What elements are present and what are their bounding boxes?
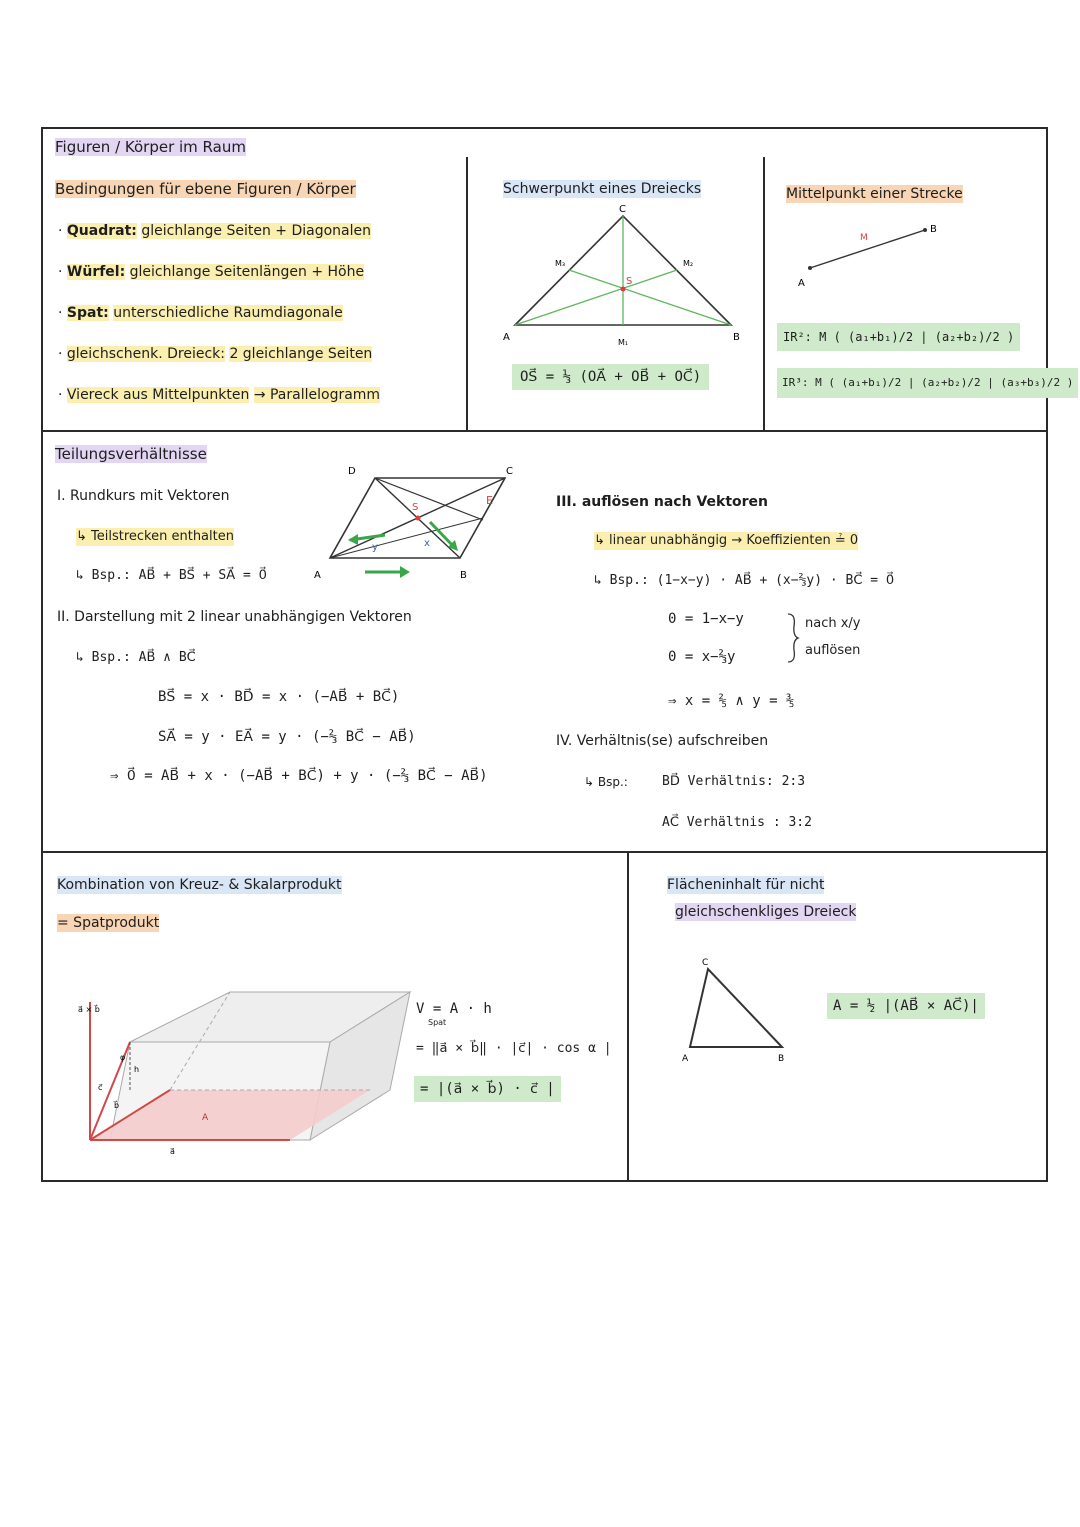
step-3-note-2: auflösen: [805, 643, 861, 658]
label-A: A: [798, 278, 805, 289]
step-4-ex-label: ↳ Bsp.:: [584, 775, 628, 789]
step-1-title: I. Rundkurs mit Vektoren: [57, 488, 230, 504]
triangle-diagram: [670, 955, 800, 1065]
section-subtitle-spat: = Spatprodukt: [57, 915, 160, 931]
step-3-sub: ↳ linear unabhängig → Koeffizienten ≟ 0: [594, 533, 859, 548]
section-title-centroid: Schwerpunkt eines Dreiecks: [503, 181, 702, 197]
section-title-ratios: Teilungsverhältnisse: [55, 445, 207, 463]
step-2-example: ↳ Bsp.: AB⃗ ∧ BC⃗: [76, 650, 196, 665]
label-axb: a⃗ × b⃗: [78, 1005, 100, 1014]
label-B: B: [733, 332, 740, 343]
section-title-midpoint: Mittelpunkt einer Strecke: [786, 186, 963, 202]
label-c: c⃗: [98, 1083, 103, 1092]
section-title-area-1: Flächeninhalt für nicht: [667, 877, 825, 893]
step-3-eq-1: 0 = 1−x−y: [668, 611, 744, 627]
step-1-example: ↳ Bsp.: AB⃗ + BS⃗ + SA⃗ = 0⃗: [76, 568, 267, 583]
list-item: · Spat: unterschiedliche Raumdiagonale: [58, 305, 343, 321]
parallelogram-diagram: [310, 460, 513, 585]
spat-volume-2: = ‖a⃗ × b⃗‖ · |c⃗| · cos α |: [416, 1041, 612, 1056]
step-3-eq-2: 0 = x−⅔y: [668, 649, 736, 665]
midpoint-r2: IR²: M ( (a₁+b₁)/2 | (a₂+b₂)/2 ): [777, 323, 1020, 351]
divider-row-1: [41, 430, 1048, 432]
label-b: b⃗: [114, 1101, 120, 1110]
step-3-title: III. auflösen nach Vektoren: [556, 494, 769, 510]
step-4-title: IV. Verhältnis(se) aufschreiben: [556, 733, 769, 749]
label-B: B: [930, 224, 937, 235]
step-3-example: ↳ Bsp.: (1−x−y) · AB⃗ + (x−⅔y) · BC⃗ = 0⃗: [594, 573, 895, 588]
label-M2: M₂: [683, 259, 694, 268]
spat-volume-sub: Spat: [428, 1018, 447, 1027]
spat-volume-3: = |(a⃗ × b⃗) · c⃗ |: [414, 1076, 561, 1102]
area-formula: A = ½ |(AB⃗ × AC⃗)|: [827, 993, 985, 1019]
label-E: E: [486, 494, 493, 507]
label-D: D: [348, 466, 356, 477]
label-B: B: [778, 1054, 785, 1064]
midpoint-r3: IR³: M ( (a₁+b₁)/2 | (a₂+b₂)/2 | (a₃+b₃)/2 ): [777, 368, 1078, 398]
spat-volume-1: V = A · h: [416, 1001, 492, 1017]
label-area-A: A: [202, 1113, 209, 1123]
list-item: · Würfel: gleichlange Seitenlängen + Höhe: [58, 264, 365, 280]
list-item: · Viereck aus Mittelpunkten → Parallelogramm: [58, 387, 381, 403]
label-M3: M₃: [555, 259, 566, 268]
brace: [786, 612, 800, 664]
section-title-spat: Kombination von Kreuz- & Skalarprodukt: [57, 877, 342, 893]
step-1-sub: ↳ Teilstrecken enthalten: [76, 529, 234, 544]
label-S: S: [626, 276, 633, 287]
label-a: a⃗: [170, 1147, 175, 1156]
step-4-ex-2: AC⃗ Verhältnis : 3:2: [662, 815, 812, 830]
centroid-formula: OS⃗ = ⅓ (OA⃗ + OB⃗ + OC⃗): [512, 364, 709, 390]
label-A: A: [682, 1054, 689, 1064]
label-h: h: [134, 1065, 140, 1074]
list-item: · gleichschenk. Dreieck: 2 gleichlange Seiten: [58, 346, 373, 362]
parallelepiped-diagram: [70, 980, 400, 1160]
divider-row-2: [41, 851, 1048, 853]
step-3-note-1: nach x/y: [805, 616, 861, 631]
label-C: C: [702, 958, 709, 968]
midpoint-segment-diagram: [790, 220, 950, 290]
label-phi: φ: [120, 1053, 126, 1062]
label-C: C: [506, 466, 513, 477]
label-A: A: [314, 570, 321, 581]
label-C: C: [619, 204, 626, 215]
label-M1: M₁: [618, 338, 629, 347]
section-title-area-2: gleichschenkliges Dreieck: [675, 904, 857, 920]
step-3-result: ⇒ x = ⅖ ∧ y = ⅗: [668, 693, 795, 709]
section-subtitle-conditions: Bedingungen für ebene Figuren / Körper: [55, 180, 356, 198]
step-2-title: II. Darstellung mit 2 linear unabhängigen Vektoren: [57, 609, 412, 625]
divider-col-2: [763, 157, 765, 431]
centroid-triangle-diagram: [495, 200, 755, 350]
section-title-figures: Figuren / Körper im Raum: [55, 138, 246, 156]
step-2-line-3: ⇒ 0⃗ = AB⃗ + x · (−AB⃗ + BC⃗) + y · (−⅔ BC⃗ − AB⃗): [110, 768, 488, 784]
label-y: y: [372, 542, 378, 553]
label-S: S: [412, 502, 419, 513]
step-2-line-2: SA⃗ = y · EA⃗ = y · (−⅔ BC⃗ − AB⃗): [158, 729, 416, 745]
list-item: · Quadrat: gleichlange Seiten + Diagonalen: [58, 223, 372, 239]
label-x: x: [424, 538, 430, 549]
label-A: A: [503, 332, 510, 343]
divider-col-1: [466, 157, 468, 431]
label-M: M: [860, 233, 868, 243]
label-B: B: [460, 570, 467, 581]
step-2-line-1: BS⃗ = x · BD⃗ = x · (−AB⃗ + BC⃗): [158, 689, 400, 705]
divider-col-3: [627, 851, 629, 1181]
step-4-ex-1: BD⃗ Verhältnis: 2:3: [662, 774, 806, 789]
